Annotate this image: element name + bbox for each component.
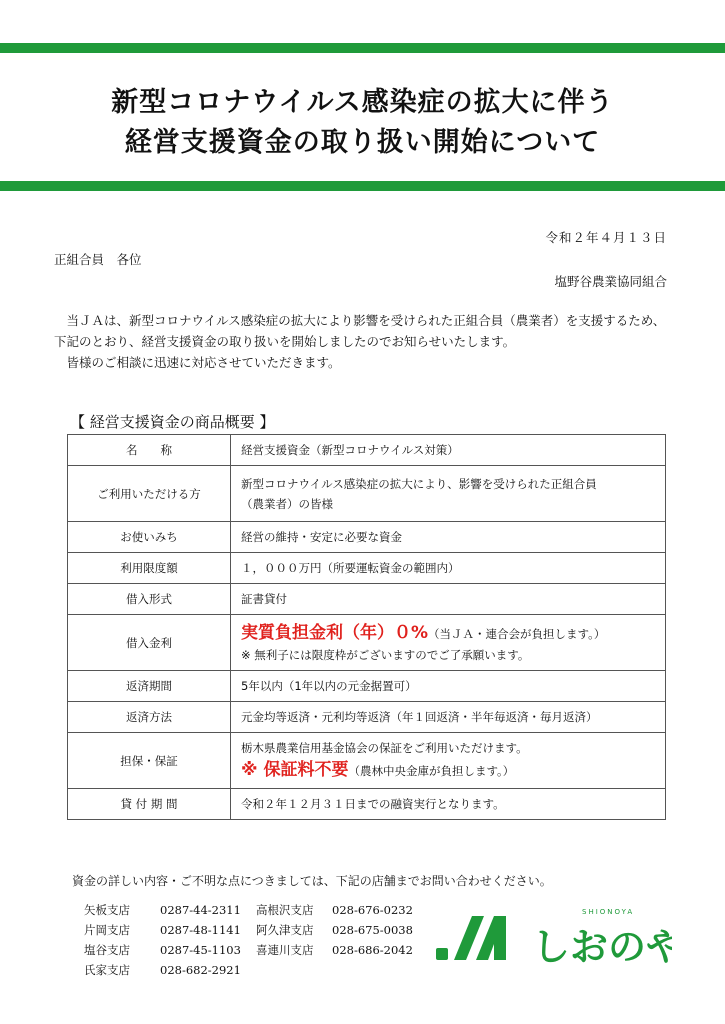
row-label: お使いみち: [68, 522, 231, 553]
contact-note: 資金の詳しい内容・ご不明な点につきましては、下記の店舗までお問い合わせください。: [72, 874, 552, 888]
branch-phone: 028-675-0038: [332, 923, 413, 937]
branch-row: [84, 940, 428, 960]
row-value: [231, 733, 666, 789]
logo-name: しおのや: [532, 925, 672, 969]
branch-name: 塩谷支店: [84, 943, 130, 957]
branch-phone: 0287-44-2311: [160, 903, 241, 917]
row-label: 担保・保証: [68, 733, 231, 789]
guarantee-fee-line: [241, 758, 655, 783]
intro-text: [54, 310, 674, 373]
header-band-top: [0, 43, 725, 53]
row-label: 利用限度額: [68, 553, 231, 584]
branch-name: 氏家支店: [84, 963, 130, 977]
row-label: 貸 付 期 間: [68, 789, 231, 820]
row-value: 経営の維持・安定に必要な資金: [231, 522, 666, 553]
branch-list: [84, 900, 428, 980]
row-label: 名 称: [68, 435, 231, 466]
interest-rate-highlight: 実質負担金利（年）０%: [241, 623, 429, 643]
branch-row: [84, 900, 428, 920]
page-title-line2: 経営支援資金の取り扱い開始について: [124, 127, 601, 158]
row-value: 証書貸付: [231, 584, 666, 615]
header-band-bottom: [0, 181, 725, 191]
table-row: [68, 615, 666, 671]
table-row: [68, 789, 666, 820]
intro-paragraph-1: 当ＪＡは、新型コロナウイルス感染症の拡大により影響を受けられた正組合員（農業者）を支援するため、下記のとおり、経営支援資金の取り扱いを開始しましたのでお知らせいたします。: [54, 313, 666, 349]
table-row: [68, 522, 666, 553]
row-label: 借入金利: [68, 615, 231, 671]
row-value: 経営支援資金（新型コロナウイルス対策）: [231, 435, 666, 466]
row-value-line1: 新型コロナウイルス感染症の拡大により、影響を受けられた正組合員: [241, 476, 597, 491]
branch-phone: 028-682-2921: [160, 963, 241, 977]
branch-row: [84, 920, 428, 940]
notice-date: 令和２年４月１３日: [545, 230, 667, 245]
row-value-line2: （農業者）の皆様: [241, 496, 333, 511]
row-label: ご利用いただける方: [68, 466, 231, 522]
table-row: [68, 584, 666, 615]
interest-rate-line: [241, 621, 655, 646]
ja-shionoya-logo-icon: [432, 898, 672, 974]
row-value: １，０００万円（所要運転資金の範囲内）: [231, 553, 666, 584]
row-value: 元金均等返済・元利均等返済（年１回返済・半年毎返済・毎月返済）: [231, 702, 666, 733]
branch-phone: 0287-48-1141: [160, 923, 241, 937]
branch-row: [84, 960, 428, 980]
product-summary-table: [67, 434, 666, 820]
table-row: [68, 435, 666, 466]
row-value: 令和２年１２月３１日までの融資実行となります。: [231, 789, 666, 820]
row-value: [231, 615, 666, 671]
row-label: 借入形式: [68, 584, 231, 615]
row-value: [231, 466, 666, 522]
branch-name: 阿久津支店: [256, 923, 314, 937]
row-value: 5年以内（1年以内の元金据置可）: [231, 671, 666, 702]
section-heading: 【 経営支援資金の商品概要 】: [70, 413, 275, 431]
branch-name: 喜連川支店: [256, 943, 314, 957]
branch-name: 片岡支店: [84, 923, 130, 937]
branch-phone: 0287-45-1103: [160, 943, 241, 957]
branch-name: 矢板支店: [84, 903, 130, 917]
interest-rate-note: （当ＪＡ・連合会が負担します。）: [428, 627, 606, 641]
notice-recipient: 正組合員 各位: [54, 252, 142, 267]
branch-phone: 028-686-2042: [332, 943, 413, 957]
logo-romaji: SHIONOYA: [582, 908, 635, 916]
table-row: [68, 733, 666, 789]
row-label: 返済期間: [68, 671, 231, 702]
table-row: [68, 671, 666, 702]
interest-rate-caution: ※ 無利子には限度枠がございますのでご了承願います。: [241, 648, 530, 662]
table-row: [68, 553, 666, 584]
branch-phone: 028-676-0232: [332, 903, 413, 917]
table-row: [68, 702, 666, 733]
guarantee-text: 栃木県農業信用基金協会の保証をご利用いただけます。: [241, 741, 528, 755]
guarantee-fee-highlight: ※ 保証料不要: [241, 760, 349, 780]
notice-issuer: 塩野谷農業協同組合: [554, 274, 667, 289]
branch-name: 高根沢支店: [256, 903, 314, 917]
intro-paragraph-2: 皆様のご相談に迅速に対応させていただきます。: [66, 355, 341, 370]
page-title-line1: 新型コロナウイルス感染症の拡大に伴う: [111, 87, 614, 118]
guarantee-fee-note: （農林中央金庫が負担します。）: [348, 764, 515, 778]
row-label: 返済方法: [68, 702, 231, 733]
table-row: [68, 466, 666, 522]
